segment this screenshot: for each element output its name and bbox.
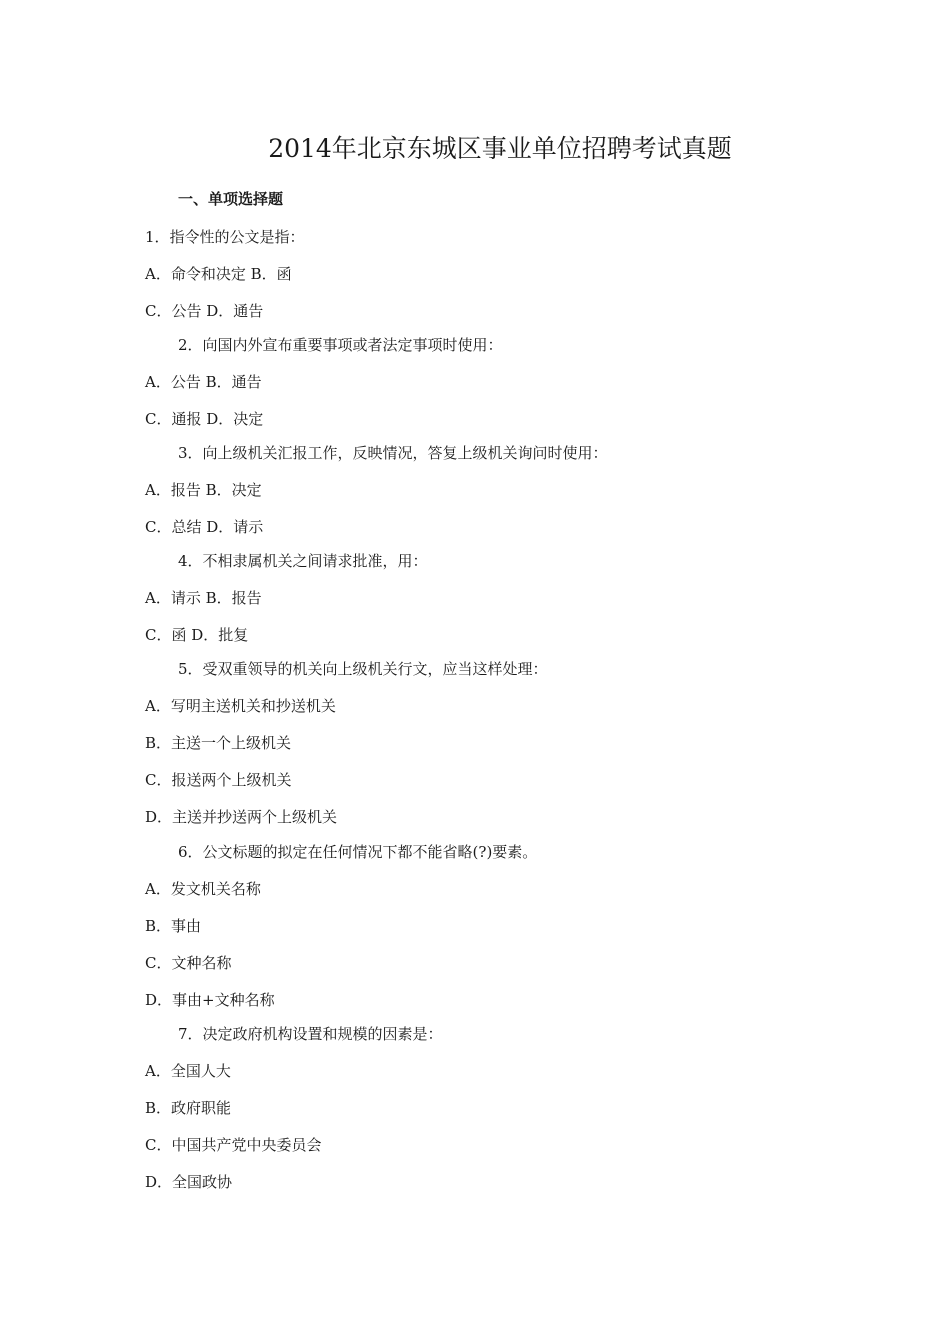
question-6: 6．公文标题的拟定在任何情况下都不能省略(?)要素。 — [178, 843, 538, 861]
question-6-option-a: A．发文机关名称 — [145, 880, 261, 898]
question-2: 2．向国内外宣布重要事项或者法定事项时使用： — [178, 336, 503, 354]
question-7-option-a: A．全国人大 — [145, 1062, 231, 1080]
question-5-option-d: D．主送并抄送两个上级机关 — [145, 808, 338, 826]
question-3-option-line-2: C．总结 D．请示 — [145, 518, 264, 536]
question-5-option-c: C．报送两个上级机关 — [145, 771, 292, 789]
question-1-option-line-2: C．公告 D．通告 — [145, 302, 264, 320]
question-7: 7．决定政府机构设置和规模的因素是： — [178, 1025, 443, 1043]
section-heading: 一、单项选择题 — [178, 190, 284, 208]
question-6-option-b: B．事由 — [145, 917, 202, 935]
question-4: 4．不相隶属机关之间请求批准，用： — [178, 552, 428, 570]
question-4-option-line-2: C．函 D．批复 — [145, 626, 249, 644]
question-4-option-line-1: A．请示 B．报告 — [145, 589, 262, 607]
question-5-option-a: A．写明主送机关和抄送机关 — [145, 697, 336, 715]
question-6-option-d: D．事由+文种名称 — [145, 991, 275, 1009]
document-title: 2014年北京东城区事业单位招聘考试真题 — [268, 134, 732, 163]
question-1-option-line-1: A．命令和决定 B．函 — [145, 265, 292, 283]
question-2-option-line-2: C．通报 D．决定 — [145, 410, 264, 428]
question-7-option-b: B．政府职能 — [145, 1099, 232, 1117]
question-5-option-b: B．主送一个上级机关 — [145, 734, 292, 752]
question-3-option-line-1: A．报告 B．决定 — [145, 481, 262, 499]
question-2-option-line-1: A．公告 B．通告 — [145, 373, 262, 391]
question-5: 5．受双重领导的机关向上级机关行文，应当这样处理： — [178, 660, 548, 678]
question-1: 1．指令性的公文是指： — [145, 228, 305, 246]
question-7-option-c: C．中国共产党中央委员会 — [145, 1136, 322, 1154]
question-6-option-c: C．文种名称 — [145, 954, 232, 972]
question-3: 3．向上级机关汇报工作，反映情况，答复上级机关询问时使用： — [178, 444, 608, 462]
question-7-option-d: D．全国政协 — [145, 1173, 233, 1191]
